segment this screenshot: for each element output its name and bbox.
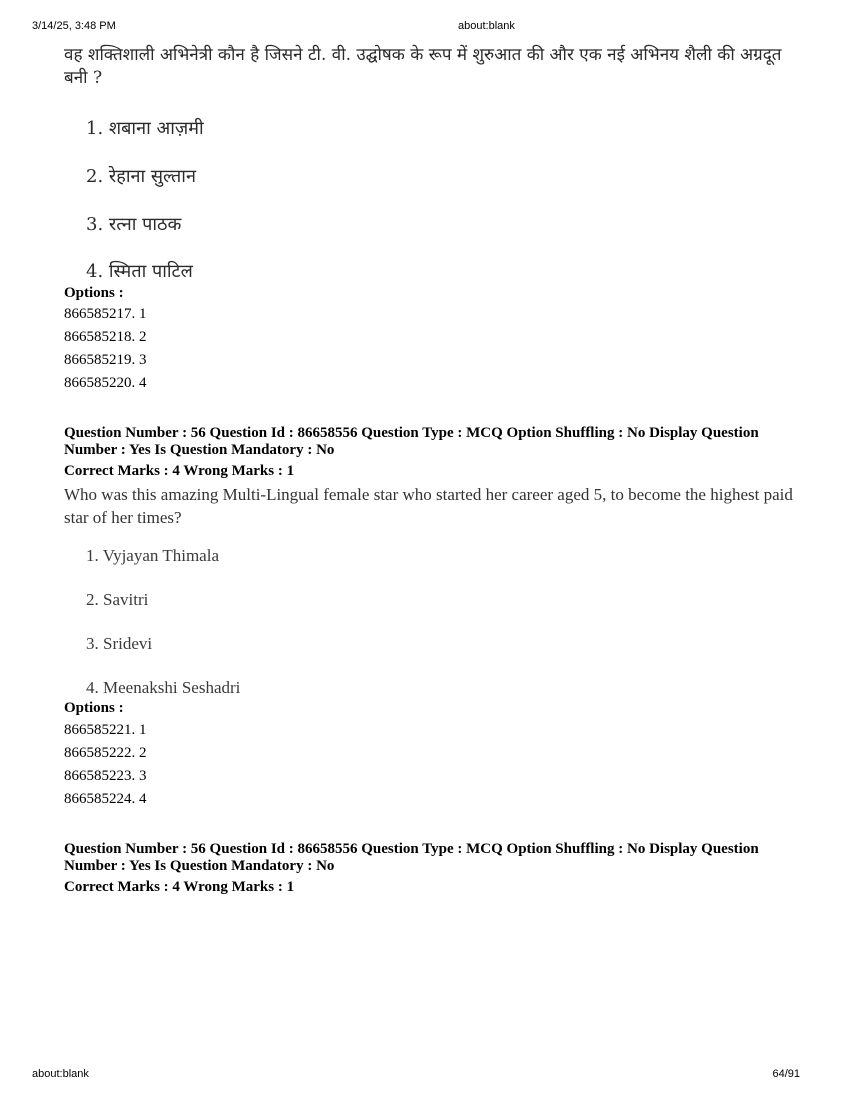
option-id-3: 866585223. 3	[64, 768, 147, 784]
marks-meta: Correct Marks : 4 Wrong Marks : 1	[64, 463, 295, 479]
option-id-1: 866585221. 1	[64, 722, 147, 738]
options-label: Options :	[64, 285, 124, 301]
choice-1: 1. Vyjayan Thimala	[86, 546, 219, 565]
question-meta: Question Number : 56 Question Id : 86658556 Question Type : MCQ Option Shuffling : No Display Question Number : Yes Is Question Mandatory : No	[64, 425, 759, 458]
print-title: about:blank	[458, 20, 515, 32]
option-id-2: 866585222. 2	[64, 745, 147, 761]
print-url: about:blank	[32, 1068, 89, 1080]
print-datetime: 3/14/25, 3:48 PM	[32, 20, 116, 32]
choice-3: 3. रत्ना पाठक	[86, 214, 182, 235]
choice-2: 2. Savitri	[86, 590, 149, 609]
page-number: 64/91	[772, 1068, 800, 1080]
option-id-4: 866585220. 4	[64, 375, 147, 391]
option-id-3: 866585219. 3	[64, 352, 147, 368]
choice-3: 3. Sridevi	[86, 634, 153, 653]
choice-4: 4. स्मिता पाटिल	[86, 261, 193, 282]
print-header	[0, 20, 850, 34]
choice-2: 2. रेहाना सुल्तान	[86, 166, 196, 187]
choice-4: 4. Meenakshi Seshadri	[86, 678, 241, 697]
print-footer	[0, 1068, 850, 1082]
question-meta: Question Number : 56 Question Id : 86658556 Question Type : MCQ Option Shuffling : No Display Question Number : Yes Is Question Mandatory : No	[64, 841, 759, 874]
option-id-4: 866585224. 4	[64, 791, 147, 807]
marks-meta: Correct Marks : 4 Wrong Marks : 1	[64, 879, 295, 895]
options-label: Options :	[64, 700, 124, 716]
option-id-1: 866585217. 1	[64, 306, 147, 322]
question-text: Who was this amazing Multi-Lingual female star who started her career aged 5, to become the highest paid star of her times?	[64, 485, 793, 527]
choice-1: 1. शबाना आज़मी	[86, 118, 204, 139]
question-text-hindi: वह शक्तिशाली अभिनेत्री कौन है जिसने टी. वी. उद्घोषक के रूप में शुरुआत की और एक नई अभिनय शैली की अग्रदूत बनी ?	[64, 45, 782, 88]
option-id-2: 866585218. 2	[64, 329, 147, 345]
